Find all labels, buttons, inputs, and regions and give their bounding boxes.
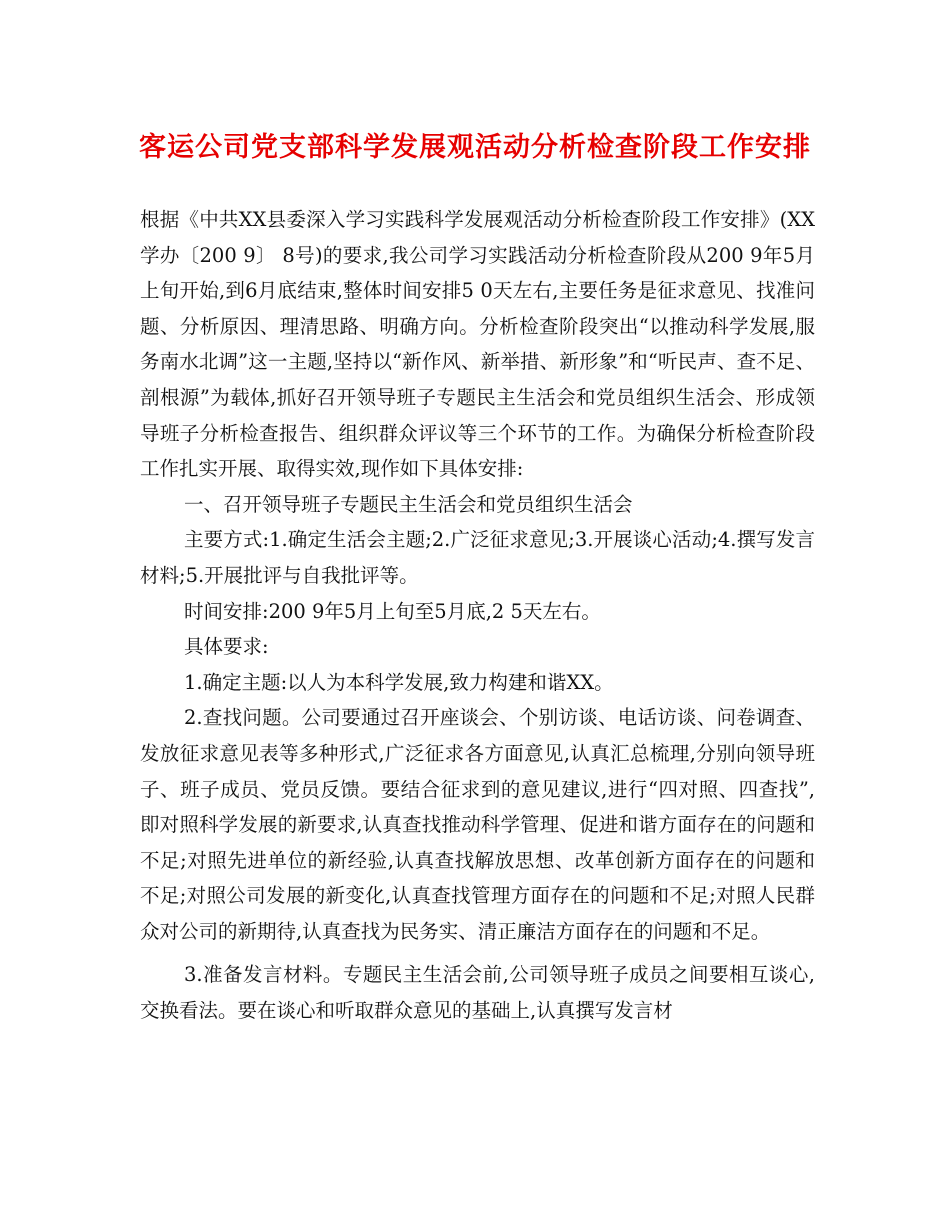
requirement-item-3: 3.准备发言材料。专题民主生活会前,公司领导班子成员之间要相互谈心,交换看法。要在谈心和听取群众意见的基础上,认真撰写发言材 (140, 963, 815, 1023)
document-body (140, 202, 815, 1029)
paragraph-intro: 根据《中共XX县委深入学习实践科学发展观活动分析检查阶段工作安排》(XX学办〔200 9〕 8号)的要求,我公司学习实践活动分析检查阶段从200 9年5月上旬开始,到6月底结束,整体时间安排5 0天左右,主要任务是征求意见、找准问题、分析原因、理清思路、明确方向。分析检查阶段突出“以推动科学发展,服务南水北调”这一主题,坚持以“新作风、新举措、新形象”和“听民声、查不足、剖根源”为载体,抓好召开领导班子专题民主生活会和党员组织生活会、形成领导班子分析检查报告、组织群众评议等三个环节的工作。为确保分析检查阶段工作扎实开展、取得实效,现作如下具体安排: (140, 208, 815, 481)
paragraph-methods: 主要方式:1.确定生活会主题;2.广泛征求意见;3.开展谈心活动;4.撰写发言材料;5.开展批评与自我批评等。 (140, 528, 815, 587)
paragraph-schedule: 时间安排:200 9年5月上旬至5月底,2 5天左右。 (184, 599, 601, 623)
section-heading-1: 一、召开领导班子专题民主生活会和党员组织生活会 (184, 492, 633, 516)
requirement-item-2: 2.查找问题。公司要通过召开座谈会、个别访谈、电话访谈、问卷调查、发放征求意见表等多种形式,广泛征求各方面意见,认真汇总梳理,分别向领导班子、班子成员、党员反馈。要结合征求到的意见建议,进行“四对照、四查找”,即对照科学发展的新要求,认真查找推动科学管理、促进和谐方面存在的问题和不足;对照先进单位的新经验,认真查找解放思想、改革创新方面存在的问题和不足;对照公司发展的新变化,认真查找管理方面存在的问题和不足;对照人民群众对公司的新期待,认真查找为民务实、清正廉洁方面存在的问题和不足。 (140, 706, 815, 943)
document-title: 客运公司党支部科学发展观活动分析检查阶段工作安排 (139, 132, 811, 163)
paragraph-requirements-label: 具体要求: (184, 635, 269, 659)
requirement-item-1: 1.确定主题:以人为本科学发展,致力构建和谐XX。 (184, 670, 614, 694)
